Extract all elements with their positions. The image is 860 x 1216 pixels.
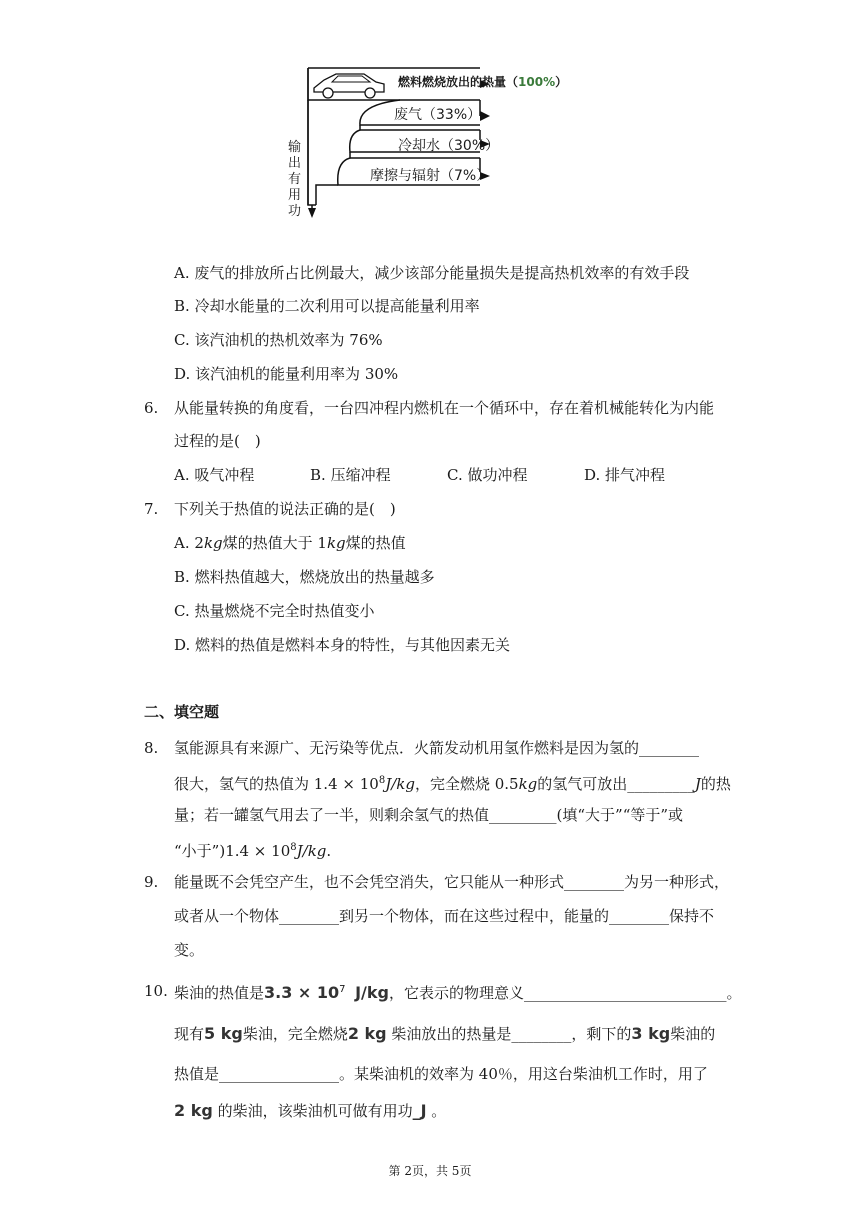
useful-char: 用 — [288, 188, 302, 203]
text: 现有 — [174, 1025, 205, 1043]
option-text: 该汽油机的热机效率为 76% — [194, 331, 383, 349]
option-text: 2 — [194, 534, 204, 552]
q7-stem: 下列关于热值的说法正确的是( ) — [174, 500, 396, 518]
text: 。 — [426, 1102, 447, 1120]
q10-line2 — [174, 1024, 715, 1044]
option-letter: D. — [174, 636, 191, 654]
option-text: 热量燃烧不完全时热值变小 — [194, 602, 375, 620]
q8-line4 — [174, 838, 331, 861]
text: . — [326, 842, 332, 860]
option-letter: C. — [447, 466, 463, 484]
option-letter: B. — [174, 568, 190, 586]
q7-option-a — [174, 533, 406, 553]
unit: J — [694, 775, 701, 793]
text: 柴油的热值是 — [174, 984, 265, 1002]
q7-option-c — [174, 601, 375, 621]
value: 5 kg — [204, 1024, 243, 1043]
page-footer: 第 2页，共 5页 — [388, 1164, 472, 1178]
friction-label: 摩擦与辐射（7%） — [370, 168, 491, 184]
option-letter: B. — [310, 466, 326, 484]
option-letter: B. — [174, 297, 190, 315]
option-text: 燃料热值越大，燃烧放出的热量越多 — [194, 568, 435, 586]
text: ，它表示的物理意义___________________________。 — [388, 984, 742, 1002]
option-letter: A. — [174, 534, 190, 552]
option-text: 吸气冲程 — [194, 466, 255, 484]
q6-option-a — [174, 465, 254, 485]
useful-char: 输 — [288, 140, 302, 155]
useful-char: 有 — [288, 172, 302, 187]
useful-output-label — [288, 140, 302, 220]
q8-line2 — [174, 771, 731, 794]
unit: kg — [518, 775, 538, 793]
q6-stem-line1: 从能量转换的角度看，一台四冲程内燃机在一个循环中，存在着机械能转化为内能 — [174, 399, 715, 417]
value: 2 kg — [174, 1101, 213, 1120]
unit: kg — [326, 534, 346, 552]
q5-option-b — [174, 296, 480, 316]
q7-option-d — [174, 635, 510, 655]
value: 3.3 × 10 — [264, 983, 340, 1002]
q7-number: 7. — [144, 500, 159, 518]
option-text: 该汽油机的能量利用率为 30% — [195, 365, 399, 383]
exponent: 7 — [339, 984, 346, 995]
useful-char: 功 — [288, 204, 302, 219]
energy-flow-diagram — [280, 60, 600, 230]
text: 很大，氢气的热值为 1.4 × 10 — [174, 775, 379, 793]
option-text: 煤的热值 — [345, 534, 406, 552]
q9-line2: 或者从一个物体________到另一个物体，而在这些过程中，能量的________保持不 — [174, 907, 715, 925]
option-text: 冷却水能量的二次利用可以提高能量利用率 — [194, 297, 480, 315]
q10-number: 10. — [144, 982, 168, 1000]
exponent: 8 — [290, 842, 297, 853]
option-text: 废气的排放所占比例最大，减少该部分能量损失是提高热机效率的有效手段 — [194, 264, 690, 282]
q8-line1: 氢能源具有来源广、无污染等优点．火箭发动机用氢作燃料是因为氢的________ — [174, 739, 700, 757]
unit: J/kg — [296, 842, 327, 860]
option-text: 压缩冲程 — [330, 466, 391, 484]
text: 的柴油，该柴油机可做有用功 — [212, 1102, 413, 1120]
cooling-label: 冷却水（30%） — [398, 138, 500, 154]
unit: J/kg — [385, 775, 415, 793]
text: 柴油，完全燃烧 — [242, 1025, 348, 1043]
exhaust-label: 废气（33%） — [394, 107, 482, 123]
top-close: ） — [555, 75, 568, 89]
unit: kg — [203, 534, 223, 552]
unit: J/kg — [355, 983, 389, 1002]
text: 柴油的 — [670, 1025, 716, 1043]
option-letter: D. — [584, 466, 601, 484]
option-letter: C. — [174, 331, 190, 349]
q9-number: 9. — [144, 873, 159, 891]
q5-option-c — [174, 330, 383, 350]
value: 3 kg — [631, 1024, 671, 1043]
q8-number: 8. — [144, 739, 159, 757]
unit: _J — [412, 1101, 427, 1120]
useful-char: 出 — [288, 156, 302, 171]
option-text: 煤的热值大于 1 — [222, 534, 327, 552]
q6-option-c — [447, 465, 528, 485]
q5-option-d — [174, 364, 398, 384]
option-letter: D. — [174, 365, 191, 383]
exponent: 8 — [378, 775, 386, 786]
value: 2 kg — [347, 1024, 387, 1043]
q6-option-b — [310, 465, 391, 485]
option-letter: C. — [174, 602, 190, 620]
option-letter: A. — [174, 466, 190, 484]
option-text: 做功冲程 — [467, 466, 528, 484]
text: 的氢气可放出_________ — [537, 775, 695, 793]
text: 柴油放出的热量是________，剩下的 — [386, 1025, 632, 1043]
q9-line3: 变。 — [174, 941, 205, 959]
q10-line1 — [174, 980, 742, 1003]
q6-stem-line2: 过程的是( ) — [174, 432, 261, 450]
text: 的热 — [700, 775, 731, 793]
option-letter: A. — [174, 264, 190, 282]
q6-option-d — [584, 465, 665, 485]
q7-option-b — [174, 567, 435, 587]
section-heading: 二、填空题 — [144, 703, 220, 721]
top-label-text: 燃料燃烧放出的热量（ — [398, 75, 519, 89]
q9-line1: 能量既不会凭空产生，也不会凭空消失，它只能从一种形式________为另一种形式， — [174, 873, 730, 891]
q8-line3: 量；若一罐氢气用去了一半，则剩余氢气的热值_________(填“大于”“等于”或 — [174, 806, 684, 824]
q5-option-a — [174, 263, 689, 283]
q10-line3: 热值是________________。某柴油机的效率为 40％，用这台柴油机工作时，用了 — [174, 1065, 708, 1083]
option-text: 燃料的热值是燃料本身的特性，与其他因素无关 — [195, 636, 511, 654]
diagram-top-label — [398, 73, 567, 90]
option-text: 排气冲程 — [605, 466, 666, 484]
car-icon — [314, 74, 384, 98]
text: ，完全燃烧 0.5 — [414, 775, 519, 793]
q10-line4 — [174, 1101, 446, 1121]
q6-number: 6. — [144, 399, 159, 417]
top-percent: 100% — [518, 75, 556, 89]
text: “小于”)1.4 × 10 — [174, 842, 291, 860]
